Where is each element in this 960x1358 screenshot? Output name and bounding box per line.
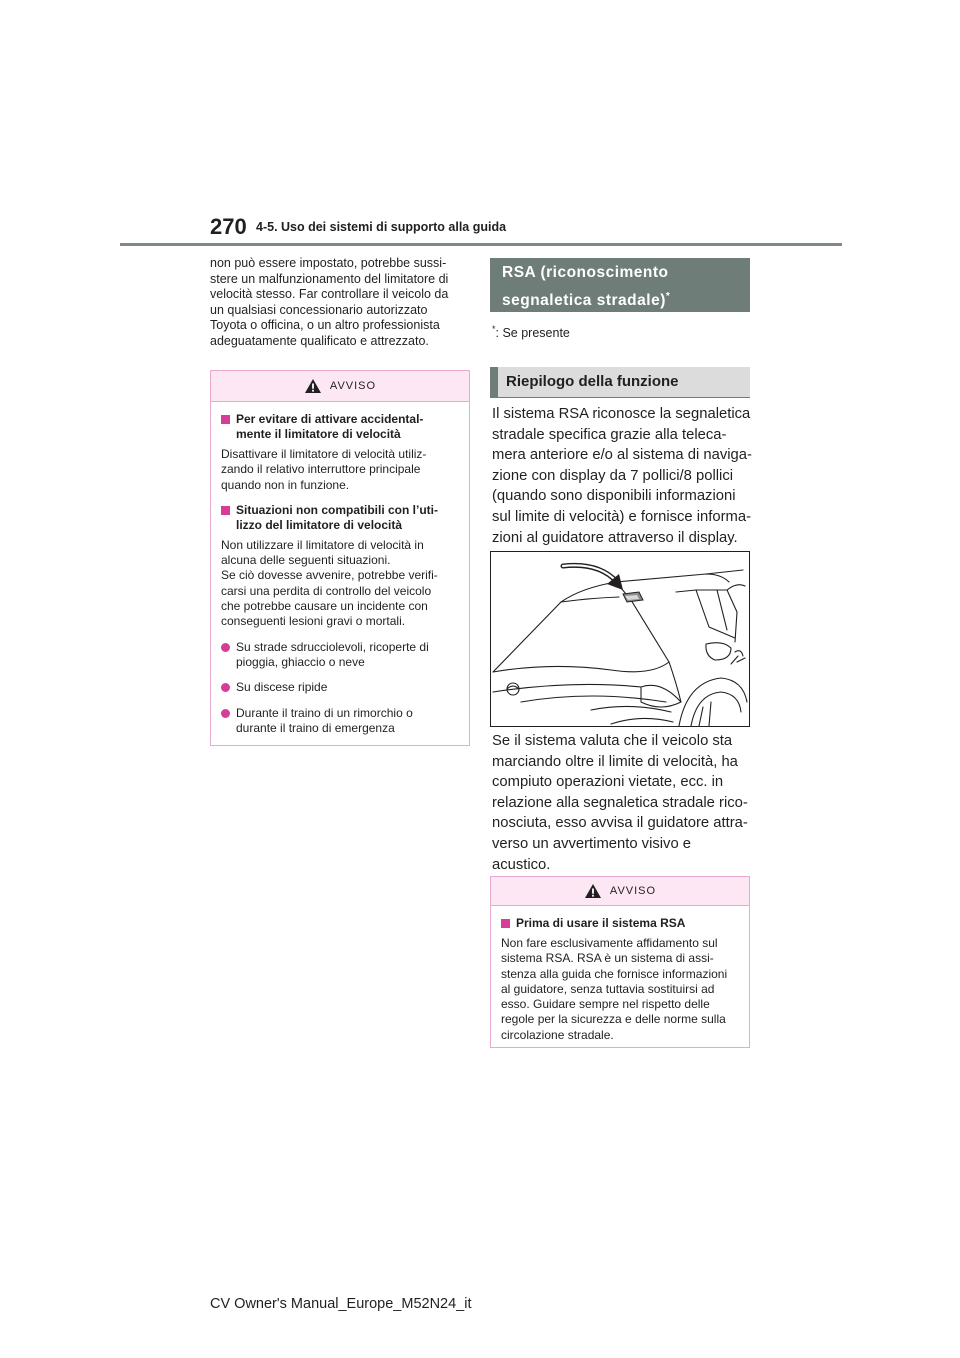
text-line: Il sistema RSA riconosce la segnaletica — [492, 406, 751, 422]
text-line: Durante il traino di un rimorchio o — [236, 705, 413, 720]
text-line: Su strade sdrucciolevoli, ricoperte di — [236, 639, 429, 654]
text-line: un qualsiasi concessionario autorizzato — [210, 302, 428, 317]
rsa-warning-paragraph — [492, 731, 754, 875]
asterisk-mark: * — [665, 291, 671, 302]
text-line: adeguatamente qualificato e attrezzato. — [210, 333, 429, 348]
square-bullet-icon — [501, 919, 510, 928]
text-line: che potrebbe causare un incidente con — [221, 599, 428, 614]
text-line: Su discese ripide — [236, 680, 328, 695]
warning-heading — [501, 916, 739, 931]
warning-content — [491, 906, 749, 1051]
list-item — [221, 640, 459, 671]
round-bullet-icon — [221, 709, 230, 718]
text-line: Non utilizzare il limitatore di velocità in — [221, 537, 424, 552]
heading-line: Per evitare di attivare accidental- — [236, 412, 424, 426]
text-line: acustico. — [492, 856, 551, 873]
warning-heading — [221, 412, 459, 442]
front-camera-icon — [623, 592, 643, 602]
summary-heading: Riepilogo della funzione — [490, 367, 750, 397]
warning-header — [491, 877, 749, 906]
warning-box-rsa — [490, 876, 750, 1048]
section-title: 4-5. Uso dei sistemi di supporto alla guida — [256, 220, 507, 234]
round-bullet-icon — [221, 683, 230, 692]
text-line: mera anteriore e/o al sistema di naviga- — [492, 447, 752, 464]
text-line: conseguenti lesioni gravi o mortali. — [221, 614, 406, 629]
warning-title: AVVISO — [609, 885, 657, 897]
heading-line: mente il limitatore di velocità — [236, 427, 401, 441]
header-rule — [120, 243, 842, 246]
warning-title: AVVISO — [329, 380, 377, 392]
summary-rule — [490, 397, 750, 398]
text-line: stradale specifica grazie alla teleca- — [492, 426, 727, 443]
text-line: quando non in funzione. — [221, 477, 350, 492]
heading-line: lizzo del limitatore di velocità — [236, 517, 403, 532]
text-line: circolazione stradale. — [501, 1027, 614, 1042]
banner-line-2 — [502, 285, 750, 313]
text-line: alcuna delle seguenti situazioni. — [221, 553, 391, 568]
text-line: esso. Guidare sempre nel rispetto delle — [501, 997, 710, 1012]
page-number: 270 — [210, 214, 247, 239]
text-line: relazione alla segnaletica stradale rico- — [492, 794, 748, 811]
banner-line: RSA (riconoscimento — [502, 264, 669, 281]
text-line: Se il sistema valuta che il veicolo sta — [492, 733, 733, 749]
heading-line: Prima di usare il sistema RSA — [516, 916, 686, 930]
list-item — [221, 680, 459, 695]
car-camera-illustration — [490, 551, 750, 727]
text-line: sistema RSA. RSA è un sistema di assi- — [501, 951, 714, 966]
heading-line: Situazioni non compatibili con l’uti- — [236, 502, 438, 517]
warning-content — [211, 402, 469, 754]
intro-paragraph — [210, 256, 468, 350]
text-line: al guidatore, senza tuttavia sostituirsi ad — [501, 981, 715, 996]
text-line: zioni al guidatore attraverso il display. — [492, 529, 738, 546]
warning-triangle-icon — [304, 378, 322, 394]
text-line: zando il relativo interruttore principale — [221, 462, 421, 477]
text-line: Disattivare il limitatore di velocità utiliz- — [221, 447, 427, 461]
text-line: compiuto operazioni vietate, ecc. in — [492, 774, 724, 791]
round-bullet-icon — [221, 643, 230, 652]
banner-text: segnaletica stradale) — [502, 292, 666, 310]
pointer-arrow-icon — [563, 565, 623, 590]
car-front-view-drawing — [491, 552, 749, 726]
text-line: regole per la sicurezza e delle norme sulla — [501, 1012, 726, 1027]
text-line: carsi una perdita di controllo del veicolo — [221, 583, 432, 598]
text-line: Non fare esclusivamente affidamento sul — [501, 936, 718, 950]
text-line: stenza alla guida che fornisce informazioni — [501, 966, 728, 981]
text-line: non può essere impostato, potrebbe sussi- — [210, 256, 447, 270]
warning-heading — [221, 503, 459, 533]
text-line: pioggia, ghiaccio o neve — [236, 654, 365, 669]
text-line: velocità stesso. Far controllare il veicolo da — [210, 287, 449, 302]
text-line: verso un avvertimento visivo e — [492, 835, 692, 852]
footnote-text: : Se presente — [495, 326, 570, 341]
warning-header — [211, 371, 469, 402]
text-line: Toyota o officina, o un altro professionista — [210, 318, 440, 333]
text-line: (quando sono disponibili informazioni — [492, 488, 736, 505]
warning-box-speed-limiter — [210, 370, 470, 746]
warning-triangle-icon — [584, 883, 602, 899]
rsa-description-paragraph — [492, 404, 754, 548]
square-bullet-icon — [221, 506, 230, 515]
footnote-mark: * — [492, 324, 496, 334]
text-line: zione con display da 7 pollici/8 pollici — [492, 467, 733, 484]
text-line: sul limite di velocità) e fornisce informa- — [492, 508, 752, 525]
text-line: Se ciò dovesse avvenire, potrebbe verifi- — [221, 568, 438, 583]
warning-text — [501, 936, 739, 1043]
text-line: nosciuta, esso avvisa il guidatore attra- — [492, 815, 748, 832]
text-line: stere un malfunzionamento del limitatore di — [210, 271, 449, 286]
warning-text — [221, 447, 459, 493]
text-line: marciando oltre il limite di velocità, ha — [492, 753, 738, 770]
warning-text — [221, 538, 459, 630]
list-item — [221, 706, 459, 737]
text-line: durante il traino di emergenza — [236, 720, 395, 735]
rsa-section-banner — [490, 258, 750, 312]
footer-manual-id: CV Owner's Manual_Europe_M52N24_it — [210, 1296, 472, 1312]
footnote — [492, 324, 570, 340]
square-bullet-icon — [221, 415, 230, 424]
